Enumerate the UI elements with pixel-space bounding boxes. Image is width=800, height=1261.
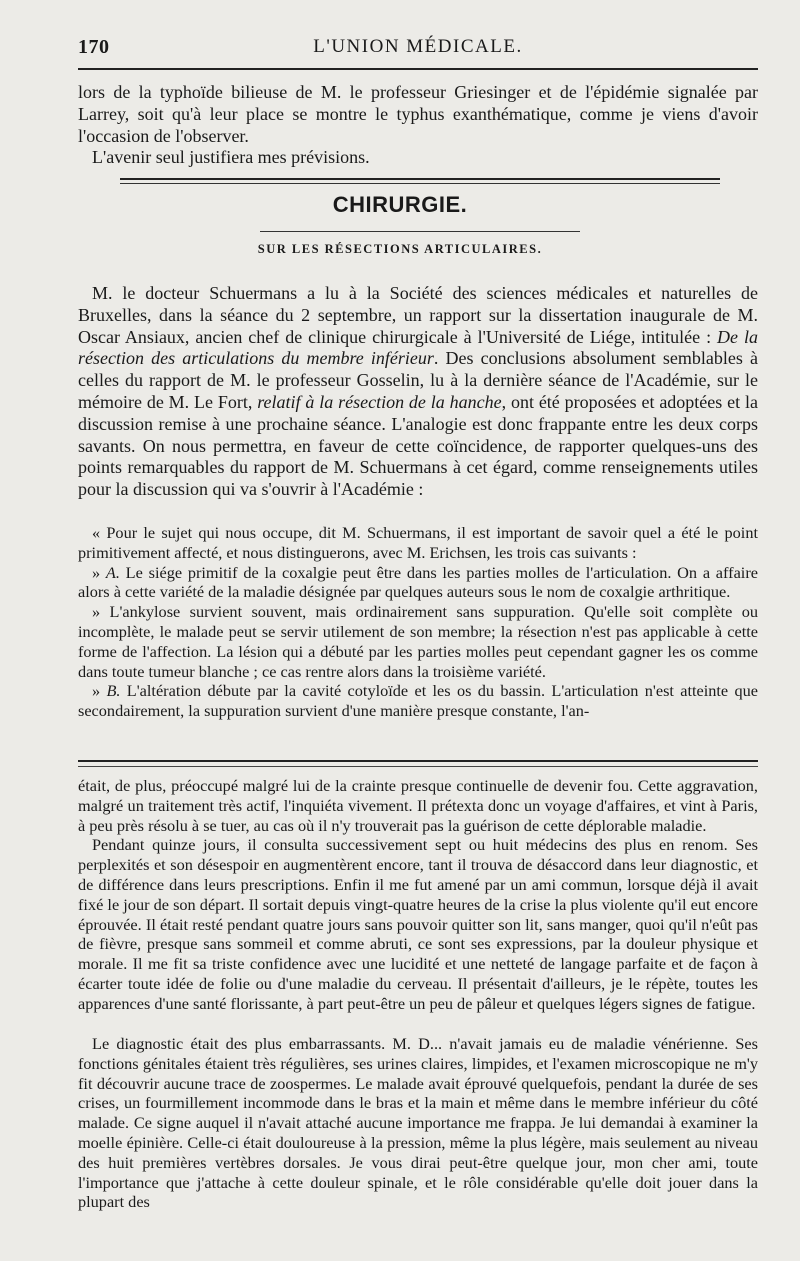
quote-paragraph: » L'ankylose survient souvent, mais ordinairement sans suppuration. Qu'elle soit complète ou incomplète, le malade peut se servir utilement de son membre; la résection n'est pas applicable à cette forme de l'affection. La lésion qui a débuté par les parties molles peut cependant gagner les os comme dans toute tumeur blanche ; ce cas rentre alors dans la troisième variété. (78, 602, 758, 681)
feuilleton-separator (78, 766, 758, 767)
quote-text: L'altération débute par la cavité cotyloïde et les os du bassin. L'articulation n'est atteinte que secondairement, la suppuration survient d'une manière presque constante, l'an- (78, 681, 758, 721)
feuilleton-separator (78, 760, 758, 762)
header-rule (78, 68, 758, 70)
intro-paragraph: L'avenir seul justifiera mes prévisions. (92, 147, 370, 168)
running-title: L'UNION MÉDICALE. (313, 36, 523, 57)
article-body (78, 283, 758, 501)
page-number: 170 (78, 36, 110, 58)
quote-letter: B. (106, 681, 121, 701)
quote-paragraph (78, 563, 758, 603)
quote-paragraph: « Pour le sujet qui nous occupe, dit M. Schuermans, il est important de savoir quel a été le point primitivement affecté, et nous distinguerons, avec M. Erichsen, les trois cas suivants : (78, 523, 758, 562)
quote-letter: A. (105, 562, 120, 582)
page-header (78, 30, 758, 62)
quote-lead: » (92, 681, 107, 701)
section-title: CHIRURGIE. (332, 192, 468, 217)
article-text: M. le docteur Schuermans a lu à la Société des sciences médicales et naturelles de Bruxelles, dans la séance du 2 septembre, un rapport sur la dissertation inaugurale de M. Oscar Ansiaux, ancien chef de clinique chirurgicale à l'Université de Liége, intitulée : (78, 283, 758, 347)
article-paragraph (78, 283, 758, 501)
intro-text (78, 82, 758, 169)
article-italic: De la résection des articulations du membre inférieur (78, 326, 758, 369)
section-rule (120, 183, 720, 184)
quote-lead: » (92, 562, 106, 582)
article-text: . Des conclusions absolument semblables à celles du rapport de M. le professeur Gosselin, lu à la dernière séance de l'Académie, sur le mémoire de M. Le Fort, (78, 348, 758, 412)
article-text: , ont été proposées et adoptées et la discussion remise à une prochaine séance. L'analogie est donc frappante entre les deux corps savants. On nous permettra, en faveur de cette coïncidence, de rapporter quelques-uns des points remarquables du rapport de M. Schuermans à cet égard, comme renseignements utiles pour la discussion qui va s'ouvrir à l'Académie : (78, 391, 758, 500)
feuilleton-paragraph: Le diagnostic était des plus embarrassants. M. D... n'avait jamais eu de maladie vénérienne. Ses fonctions génitales étaient très régulières, ses urines claires, limpides, et l'examen microscopique ne m'y fit découvrir aucune trace de zoospermes. Le malade avait éprouvé quelquefois, pendant la durée de ses crises, un fourmillement incommode dans le bras et la main et même dans le membre inférieur du côté malade. Ce signe auquel il n'avait attaché aucune importance me frappa. Je lui demandai à examiner la moelle épinière. Celle-ci était douloureuse à la pression, même la plus légère, mais seulement au niveau des huit premières vertèbres dorsales. Je vous dirai peut-être quelque jour, mon cher ami, toute l'importance que j'attache à cette douleur spinale, et le rôle considérable qu'elle doit jouer dans la plupart des (78, 1034, 758, 1212)
section-rule (120, 178, 720, 180)
feuilleton-paragraph: était, de plus, préoccupé malgré lui de la crainte presque continuelle de devenir fou. Cette aggravation, malgré un traitement très actif, l'inquiéta vivement. Il prétexta donc un voyage d'affaires, et vint à Paris, à peu près résolu à se tuer, au cas où il n'y trouverait pas la guérison de cette déplorable maladie. (78, 776, 758, 835)
quote-body (78, 523, 758, 721)
intro-paragraph: lors de la typhoïde bilieuse de M. le professeur Griesinger et de l'épidémie signalée par Larrey, soit qu'à leur place se montre le typhus exanthématique, comme je viens d'avoir l'occasion de l'observer. (78, 82, 758, 146)
feuilleton-body (78, 776, 758, 1014)
article-italic: relatif à la résection de la hanche (257, 391, 502, 412)
article-title: SUR LES RÉSECTIONS ARTICULAIRES. (257, 242, 543, 256)
title-rule (260, 231, 580, 232)
feuilleton-paragraph: Pendant quinze jours, il consulta successivement sept ou huit médecins des plus en renom. Ses perplexités et son désespoir en augmentèrent encore, tant il trouva de désaccord dans leur diagnostic, et de différence dans leurs prescriptions. Enfin il me fut amené par un ami commun, lorsque déjà il avait fixé le jour de son départ. Il sortait depuis vingt-quatre heures de la crise la plus violente qu'il eut encore éprouvée. Il était resté pendant quatre jours sans pouvoir quitter son lit, sans manger, quoi qu'il n'eût pas de fièvre, presque sans sommeil et comme abruti, ce sont ses expressions, par la douleur physique et morale. Il me fit sa triste confidence avec une lucidité et une netteté de langage parfaite et de façon à écarter toute idée de folie ou d'une maladie du cerveau. Il présentait d'ailleurs, je le répète, toutes les apparences d'une santé florissante, à part peut-être un peu de pâleur et quelques légers signes de fatigue. (78, 835, 758, 1013)
feuilleton-body-continued (78, 1034, 758, 1212)
quote-paragraph (78, 681, 758, 721)
quote-text: Le siége primitif de la coxalgie peut être dans les parties molles de l'articulation. On a affaire alors à cette variété de la maladie désignée par quelques auteurs sous le nom de coxalgie arthritique. (78, 562, 758, 602)
